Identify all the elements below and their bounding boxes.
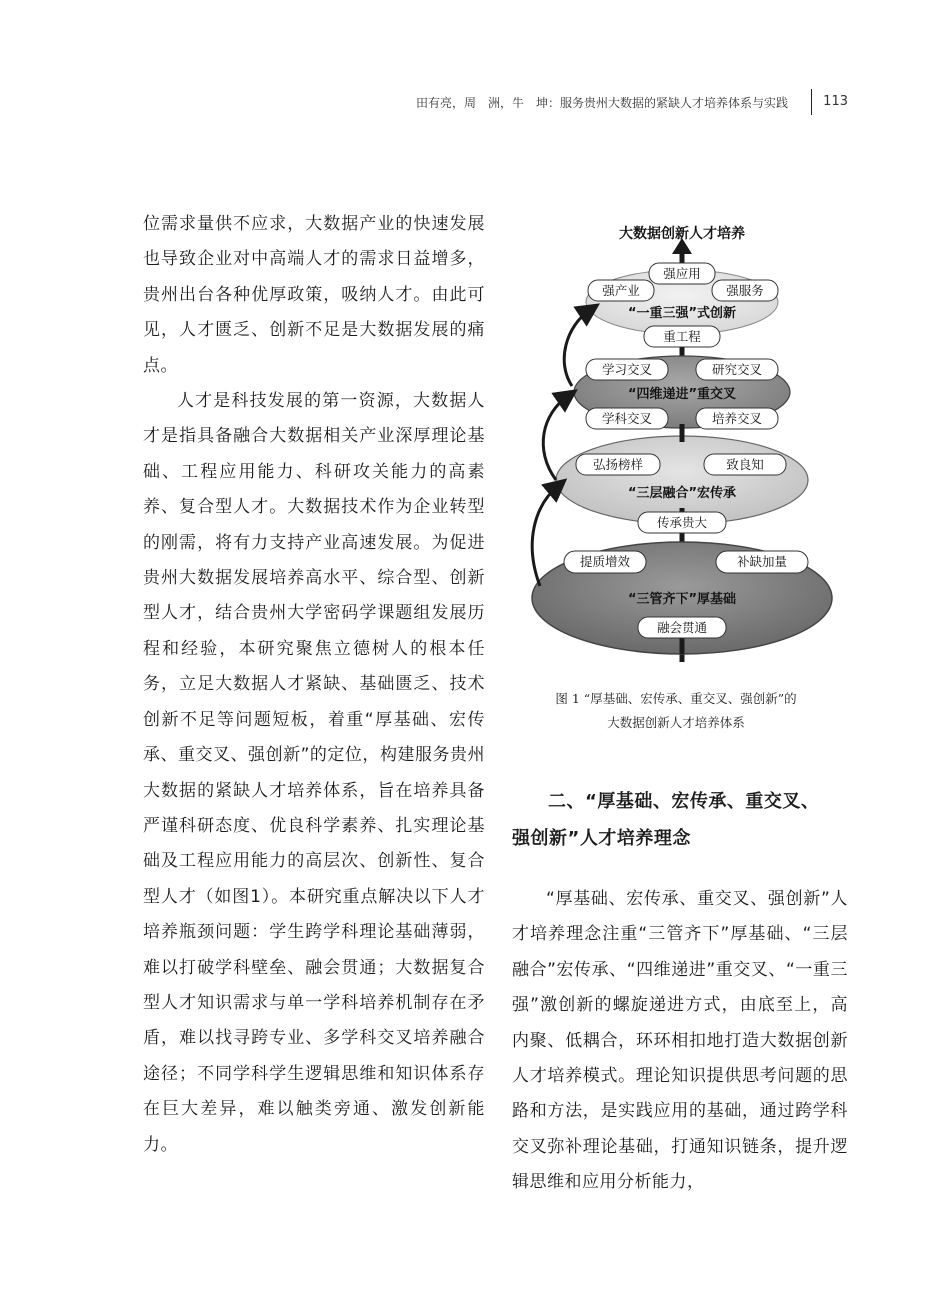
tag-strong-service: 强服务 xyxy=(726,283,764,298)
section-heading xyxy=(512,783,848,857)
running-header xyxy=(300,89,848,115)
tag-conscience: 致良知 xyxy=(726,457,764,472)
tag-carry-forward-role-models: 弘扬榜样 xyxy=(592,457,644,472)
page-number: 113 xyxy=(823,94,848,109)
caption-line-2: 大数据创新人才培养体系 xyxy=(607,715,745,730)
tag-emphasis-engineering: 重工程 xyxy=(663,329,701,344)
right-paragraph-1: “厚基础、宏传承、重交叉、强创新”人才培养理念注重“三管齐下”厚基础、“三层融合”宏传承、“四维递进”重交叉、“一重三强”激创新的螺旋递进方式，由底至上，高内聚、低耦合，环环相扣地打造大数据创新人才培养模式。理论知识提供思考问题的思路和方法，是实践应用的基础，通过跨学科交叉弥补理论基础，打通知识链条，提升逻辑思维和应用分析能力， xyxy=(512,889,848,1193)
figure-top-label: 大数据创新人才培养 xyxy=(619,226,745,242)
left-column xyxy=(143,207,485,1163)
tag-strong-application: 强应用 xyxy=(663,266,701,281)
section-heading-line-2: 强创新”人才培养理念 xyxy=(512,828,691,849)
caption-line-1: 图 1 “厚基础、宏传承、重交叉、强创新”的 xyxy=(555,691,797,706)
layer-1-label: “三管齐下”厚基础 xyxy=(627,592,737,607)
section-heading-line-1: 二、“厚基础、宏传承、重交叉、 xyxy=(548,791,820,812)
figure-caption xyxy=(506,687,846,735)
tag-learning-cross: 学习交叉 xyxy=(601,362,653,377)
tag-research-cross: 研究交叉 xyxy=(711,362,763,377)
tag-discipline-cross: 学科交叉 xyxy=(601,411,653,426)
figure-1-diagram xyxy=(506,214,846,666)
tag-improve-quality: 提质增效 xyxy=(579,554,631,569)
tag-integrate: 融会贯通 xyxy=(656,620,708,635)
header-divider xyxy=(811,89,812,115)
right-column xyxy=(512,882,848,1201)
tag-strong-industry: 强产业 xyxy=(602,283,640,298)
left-paragraph-1: 位需求量供不应求，大数据产业的快速发展也导致企业对中高端人才的需求日益增多，贵州出台各种优厚政策，吸纳人才。由此可见，人才匮乏、创新不足是大数据发展的痛点。 xyxy=(143,214,485,376)
layer-2-label: “三层融合”宏传承 xyxy=(627,486,737,501)
tag-fill-gaps: 补缺加量 xyxy=(736,554,788,569)
tag-inherit-gzu: 传承贵大 xyxy=(656,515,708,530)
layer-3-label: “四维递进”重交叉 xyxy=(627,387,737,402)
left-paragraph-2: 人才是科技发展的第一资源，大数据人才是指具备融合大数据相关产业深厚理论基础、工程应用能力、科研攻关能力的高素养、复合型人才。大数据技术作为企业转型的刚需，将有力支持产业高速发展。为促进贵州大数据发展培养高水平、综合型、创新型人才，结合贵州大学密码学课题组发展历程和经验，本研究聚焦立德树人的根本任务，立足大数据人才紧缺、基础匮乏、技术创新不足等问题短板，着重“厚基础、宏传承、重交叉、强创新”的定位，构建服务贵州大数据的紧缺人才培养体系，旨在培养具备严谨科研态度、优良科学素养、扎实理论基础及工程应用能力的高层次、创新性、复合型人才（如图1）。本研究重点解决以下人才培养瓶颈问题：学生跨学科理论基础薄弱，难以打破学科壁垒、融会贯通；大数据复合型人才知识需求与单一学科培养机制存在矛盾，难以找寻跨专业、多学科交叉培养融合途径；不同学科学生逻辑思维和知识体系存在巨大差异，难以触类旁通、激发创新能力。 xyxy=(143,391,485,1155)
layer-4-label: “一重三强”式创新 xyxy=(627,306,737,321)
running-header-title: 田有亮，周 洲，牛 坤：服务贵州大数据的紧缺人才培养体系与实践 xyxy=(415,96,788,110)
tag-cultivation-cross: 培养交叉 xyxy=(711,411,763,426)
